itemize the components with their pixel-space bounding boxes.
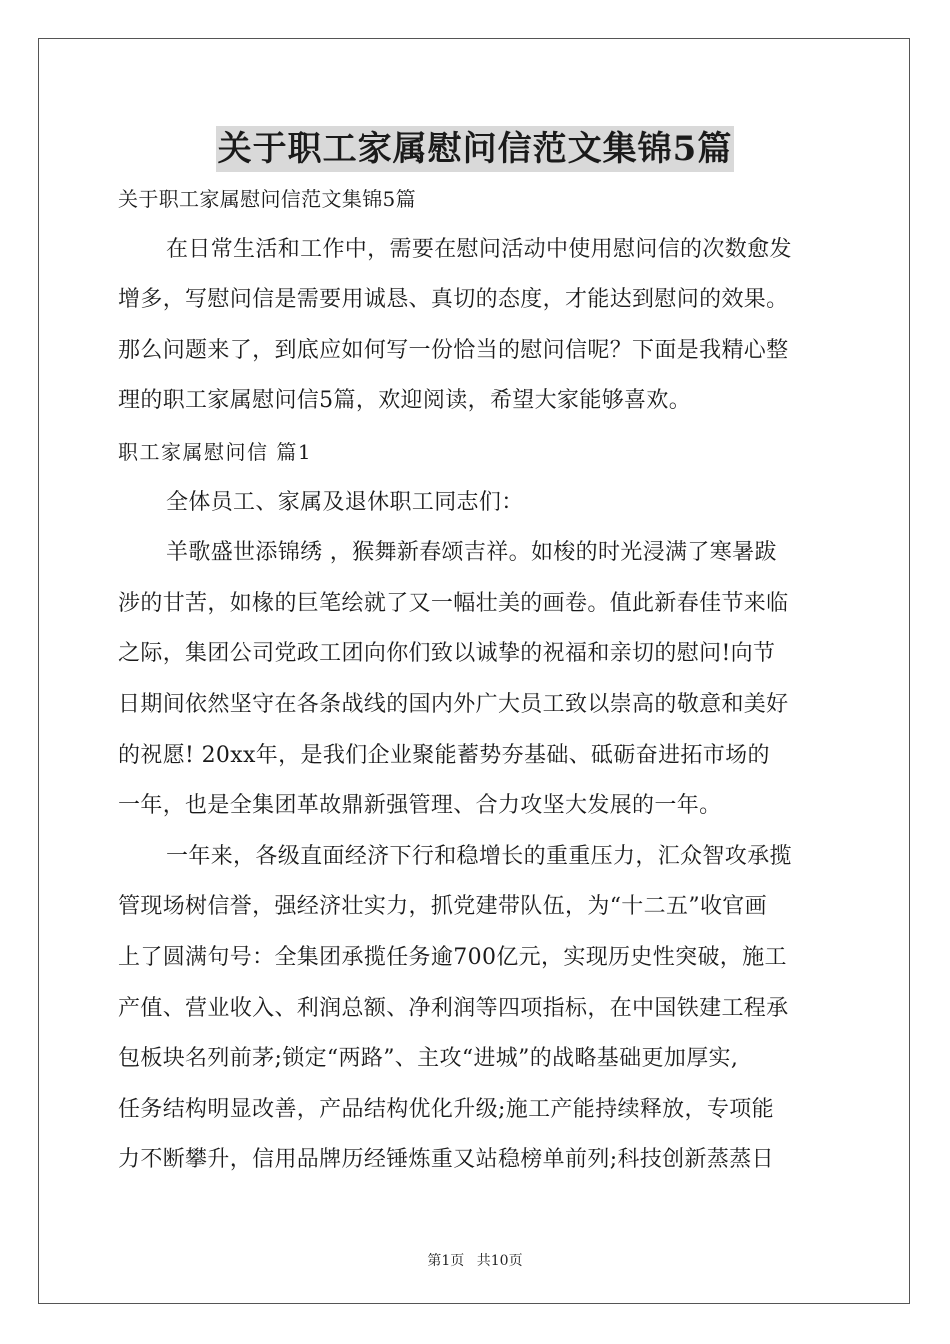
paragraph-line: 一年，也是全集团革故鼎新强管理、合力攻坚大发展的一年。 (118, 793, 722, 819)
paragraph-line: 上了圆满句号：全集团承揽任务逾700亿元，实现历史性突破，施工 (118, 944, 787, 970)
title-container (0, 126, 950, 172)
salutation: 全体员工、家属及退休职工同志们： (166, 489, 524, 515)
intro-line: 理的职工家属慰问信5篇，欢迎阅读，希望大家能够喜欢。 (118, 388, 692, 414)
page-footer (0, 1250, 950, 1270)
page-number: 第1页 (427, 1253, 465, 1269)
paragraph-line: 羊歌盛世添锦绣 ，猴舞新春颂吉祥。如梭的时光浸满了寒暑跋 (166, 540, 777, 566)
intro-line: 增多，写慰问信是需要用诚恳、真切的态度，才能达到慰问的效果。 (118, 287, 789, 313)
paragraph-line: 力不断攀升，信用品牌历经锤炼重又站稳榜单前列;科技创新蒸蒸日 (118, 1147, 774, 1173)
page-total: 共10页 (476, 1253, 523, 1269)
document-title: 关于职工家属慰问信范文集锦5篇 (216, 126, 735, 172)
paragraph-line: 包板块名列前茅;锁定“两路”、主攻“进城”的战略基础更加厚实, (118, 1046, 739, 1072)
paragraph-line: 一年来，各级直面经济下行和稳增长的重重压力，汇众智攻承揽 (166, 843, 792, 869)
intro-line: 那么问题来了，到底应如何写一份恰当的慰问信呢？下面是我精心整 (118, 337, 789, 363)
paragraph-line: 产值、营业收入、利润总额、净利润等四项指标，在中国铁建工程承 (118, 995, 789, 1021)
section-heading: 职工家属慰问信 篇1 (118, 439, 313, 464)
intro-line: 在日常生活和工作中，需要在慰问活动中使用慰问信的次数愈发 (166, 236, 792, 262)
document-subtitle: 关于职工家属慰问信范文集锦5篇 (118, 187, 416, 211)
paragraph-line: 涉的甘苦，如椽的巨笔绘就了又一幅壮美的画卷。值此新春佳节来临 (118, 590, 789, 616)
paragraph-line: 的祝愿! 20xx年，是我们企业聚能蓄势夯基础、砥砺奋进拓市场的 (118, 742, 770, 768)
paragraph-line: 日期间依然坚守在各条战线的国内外广大员工致以崇高的敬意和美好 (118, 691, 789, 717)
paragraph-line: 之际，集团公司党政工团向你们致以诚挚的祝福和亲切的慰问!向节 (118, 641, 776, 667)
paragraph-line: 管现场树信誉，强经济壮实力，抓党建带队伍，为“十二五”收官画 (118, 894, 767, 920)
paragraph-line: 任务结构明显改善，产品结构优化升级;施工产能持续释放，专项能 (118, 1096, 774, 1122)
document-body (118, 174, 840, 1186)
